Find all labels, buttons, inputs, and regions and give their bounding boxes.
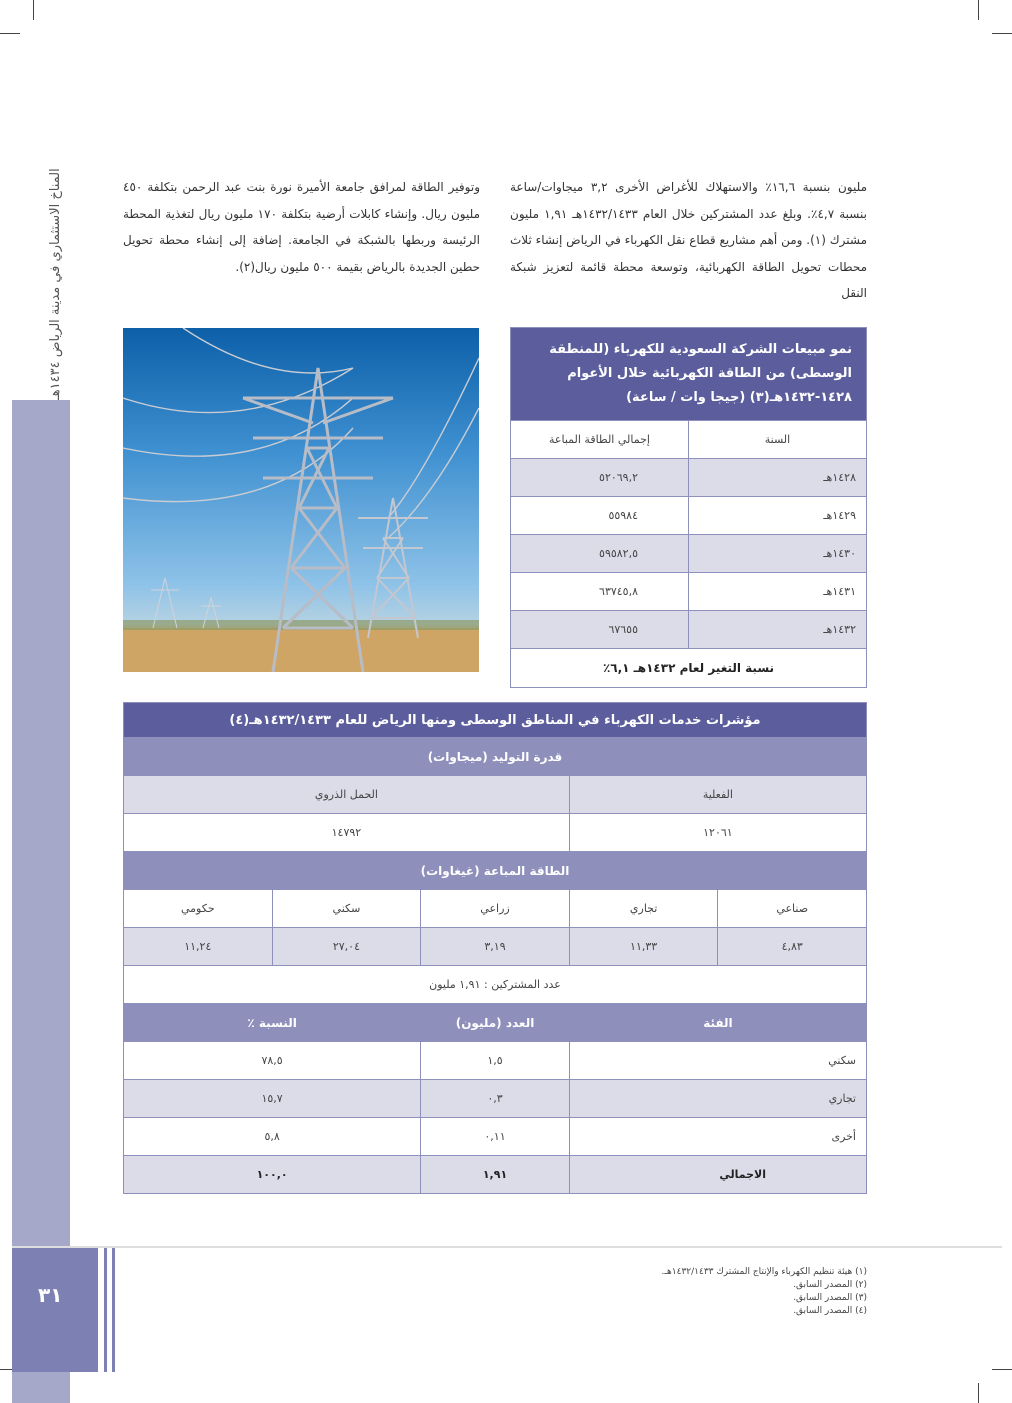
subs-category-cell: أخرى — [569, 1118, 866, 1156]
table-row — [124, 1042, 867, 1080]
indicators-table — [123, 702, 867, 1194]
sales-year-cell: ١٤٢٩هـ — [689, 497, 867, 535]
sales-value-cell: ٥٩٥٨٢,٥ — [511, 535, 689, 573]
decorative-stripe — [104, 1248, 107, 1372]
decorative-stripe — [112, 1248, 115, 1372]
energy-value-agricultural: ٣,١٩ — [421, 928, 570, 966]
energy-col-industrial: صناعي — [718, 890, 867, 928]
sales-change-footer: نسبة التغير لعام ١٤٣٢هـ ٦,١٪ — [511, 649, 867, 688]
subs-col-count: العدد (مليون) — [421, 1004, 570, 1042]
sales-table — [510, 327, 867, 688]
footer-rule — [12, 1246, 1002, 1248]
table-row — [124, 1080, 867, 1118]
sales-table-title: نمو مبيعات الشركة السعودية للكهرباء (للمنطقة الوسطى) من الطاقة الكهربائية خلال الأعوام ١٤٢٨-١٤٣٢هـ(٣) (جيجا وات / ساعة) — [511, 328, 867, 421]
left-paragraph: وتوفير الطاقة لمرافق جامعة الأميرة نورة بنت عبد الرحمن بتكلفة ٤٥٠ مليون ريال. وإنشاء كابلات أرضية بتكلفة ١٧٠ مليون ريال لتغذية المحطة الرئيسة وربطها بالشبكة في الجامعة. إضافة إلى إنشاء محطة تحويل حطين الجديدة بالرياض بقيمة ٥٠٠ مليون ريال(٢). — [123, 180, 480, 274]
sales-value-cell: ٦٣٧٤٥,٨ — [511, 573, 689, 611]
sales-value-cell: ٦٧٦٥٥ — [511, 611, 689, 649]
side-running-title: المناخ الاستثماري في مدينة الرياض ١٤٣٤هـ — [48, 168, 63, 400]
energy-value-government: ١١,٢٤ — [124, 928, 273, 966]
capacity-col-actual: الفعلية — [569, 776, 866, 814]
pylon-illustration — [123, 328, 479, 672]
subs-total-label: الاجمالي — [569, 1156, 866, 1194]
footnote: (١) هيئة تنظيم الكهرباء والإنتاج المشترك ١٤٣٢/١٤٣٣هـ. — [661, 1267, 867, 1277]
sales-year-cell: ١٤٣١هـ — [689, 573, 867, 611]
footnotes — [662, 1266, 867, 1318]
subs-count-cell: ١,٥ — [421, 1042, 570, 1080]
power-lines-photo — [123, 328, 479, 672]
table-row — [511, 611, 867, 649]
crop-mark — [0, 33, 20, 34]
sales-value-cell: ٥٥٩٨٤ — [511, 497, 689, 535]
subs-total-count: ١,٩١ — [421, 1156, 570, 1194]
capacity-col-peak: الحمل الذروي — [124, 776, 570, 814]
crop-mark — [978, 0, 979, 20]
footnote: (٢) المصدر السابق. — [793, 1280, 867, 1290]
table-row — [124, 1118, 867, 1156]
crop-mark — [33, 0, 34, 20]
sales-col-total: إجمالي الطاقة المباعة — [511, 421, 689, 459]
crop-mark — [978, 1383, 979, 1403]
crop-mark — [992, 33, 1012, 34]
subs-total-percent: ١٠٠,٠ — [124, 1156, 421, 1194]
capacity-header: قدرة التوليد (ميجاوات) — [124, 738, 867, 776]
table-row — [511, 459, 867, 497]
energy-value-commercial: ١١,٣٣ — [569, 928, 718, 966]
subs-count-cell: ٠,٣ — [421, 1080, 570, 1118]
subs-percent-cell: ٥,٨ — [124, 1118, 421, 1156]
sales-col-year: السنة — [689, 421, 867, 459]
indicators-title: مؤشرات خدمات الكهرباء في المناطق الوسطى ومنها الرياض للعام ١٤٣٢/١٤٣٣هـ(٤) — [124, 703, 867, 738]
energy-col-agricultural: زراعي — [421, 890, 570, 928]
subscribers-line: عدد المشتركين : ١,٩١ مليون — [124, 966, 867, 1004]
table-row — [511, 535, 867, 573]
energy-col-commercial: تجاري — [569, 890, 718, 928]
subs-percent-cell: ٧٨,٥ — [124, 1042, 421, 1080]
energy-value-industrial: ٤,٨٣ — [718, 928, 867, 966]
table-row — [511, 497, 867, 535]
crop-mark — [992, 1369, 1012, 1370]
sales-year-cell: ١٤٣٢هـ — [689, 611, 867, 649]
subs-col-category: الفئة — [569, 1004, 866, 1042]
page-number: ٣١ — [38, 1283, 63, 1307]
sales-value-cell: ٥٢٠٦٩,٢ — [511, 459, 689, 497]
subs-category-cell: تجاري — [569, 1080, 866, 1118]
right-paragraph: مليون بنسبة ١٦,٦٪ والاستهلاك للأغراض الأخرى ٣,٢ ميجاوات/ساعة بنسبة ٤,٧٪. وبلغ عدد المشتركين خلال العام ١٤٣٢/١٤٣٣هـ ١,٩١ مليون مشترك (١). ومن أهم مشاريع قطاع نقل الكهرباء في الرياض إنشاء ثلاث محطات تحويل الطاقة الكهربائية، وتوسعة محطة قائمة لتعزيز شبكة النقل — [510, 180, 867, 300]
sales-year-cell: ١٤٢٨هـ — [689, 459, 867, 497]
sales-year-cell: ١٤٣٠هـ — [689, 535, 867, 573]
energy-value-residential: ٢٧,٠٤ — [272, 928, 421, 966]
subs-category-cell: سكني — [569, 1042, 866, 1080]
page-number-box — [12, 1248, 98, 1372]
energy-col-residential: سكني — [272, 890, 421, 928]
energy-col-government: حكومي — [124, 890, 273, 928]
table-row — [511, 573, 867, 611]
subs-percent-cell: ١٥,٧ — [124, 1080, 421, 1118]
footnote: (٣) المصدر السابق. — [793, 1293, 867, 1303]
subs-count-cell: ٠,١١ — [421, 1118, 570, 1156]
capacity-value-peak: ١٤٧٩٢ — [124, 814, 570, 852]
capacity-value-actual: ١٢٠٦١ — [569, 814, 866, 852]
footnote: (٤) المصدر السابق. — [793, 1306, 867, 1316]
subs-col-percent: النسبة ٪ — [124, 1004, 421, 1042]
energy-header: الطاقة المباعة (غيغاوات) — [124, 852, 867, 890]
table-row — [124, 1156, 867, 1194]
